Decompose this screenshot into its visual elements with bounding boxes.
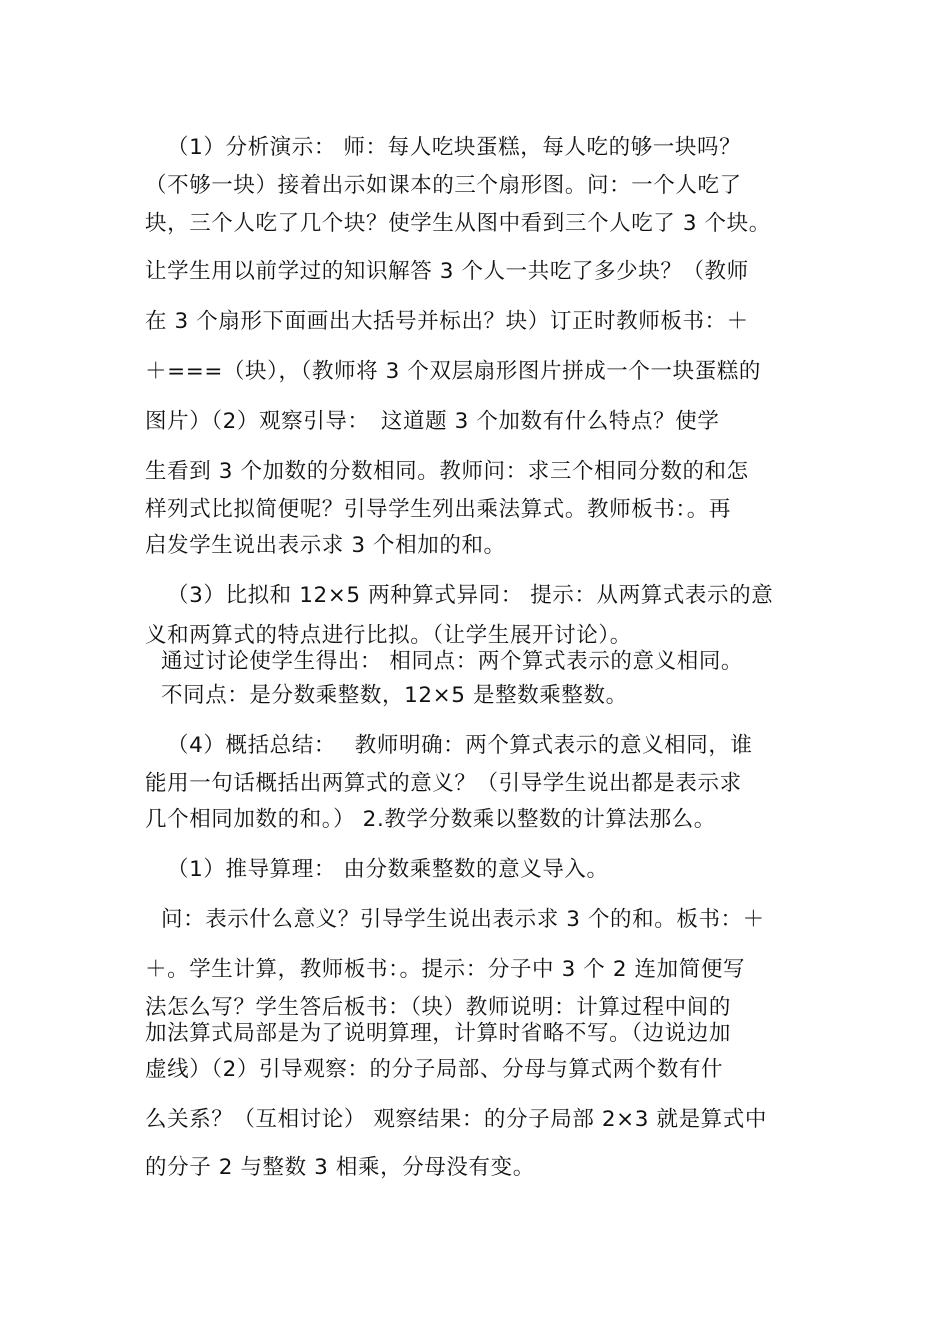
- text-line: 么关系？（互相讨论） 观察结果：的分子局部 2×3 就是算式中: [145, 1107, 767, 1132]
- text-line: 几个相同加数的和。） 2.教学分数乘以整数的计算法那么。: [145, 807, 716, 832]
- text-line: 图片）（2）观察引导： 这道题 3 个加数有什么特点？使学: [145, 409, 720, 434]
- text-line: 样列式比拟简便呢？引导学生列出乘法算式。教师板书：。再: [145, 497, 731, 522]
- text-line: ＋===（块），（教师将 3 个双层扇形图片拼成一个一块蛋糕的: [145, 359, 761, 384]
- text-line: 加法算式局部是为了说明算理，计算时省略不写。（边说边加: [145, 1021, 731, 1046]
- text-line: 能用一句话概括出两算式的意义？（引导学生说出都是表示求: [145, 771, 742, 796]
- text-line: （3）比拟和 12×5 两种算式异同： 提示：从两算式表示的意: [167, 583, 774, 608]
- text-line: 的分子 2 与整数 3 相乘，分母没有变。: [145, 1155, 535, 1180]
- text-line: 启发学生说出表示求 3 个相加的和。: [145, 533, 506, 558]
- text-line: 在 3 个扇形下面画出大括号并标出？块）订正时教师板书：＋: [145, 309, 749, 334]
- text-line: 义和两算式的特点进行比拟。（让学生展开讨论）。: [145, 623, 632, 648]
- text-line: 让学生用以前学过的知识解答 3 个人一共吃了多少块？（教师: [145, 259, 749, 284]
- text-line: 块，三个人吃了几个块？使学生从图中看到三个人吃了 3 个块。: [145, 211, 771, 236]
- text-line: 虚线）（2）引导观察：的分子局部、分母与算式两个数有什: [145, 1057, 724, 1082]
- text-line: （1）分析演示： 师：每人吃块蛋糕，每人吃的够一块吗？: [167, 135, 742, 160]
- text-line: （不够一块）接着出示如课本的三个扇形图。问：一个人吃了: [145, 173, 742, 198]
- text-line: （4）概括总结： 教师明确：两个算式表示的意义相同，谁: [167, 733, 753, 758]
- text-line: 问：表示什么意义？引导学生说出表示求 3 个的和。板书：＋: [161, 907, 765, 932]
- text-line: ＋。学生计算，教师板书：。提示：分子中 3 个 2 连加简便写: [145, 957, 746, 982]
- text-line: 通过讨论使学生得出： 相同点：两个算式表示的意义相同。: [161, 649, 744, 674]
- text-line: 法怎么写？学生答后板书：（块）教师说明：计算过程中间的: [145, 995, 731, 1020]
- text-line: （1）推导算理： 由分数乘整数的意义导入。: [167, 857, 609, 882]
- text-line: 生看到 3 个加数的分数相同。教师问：求三个相同分数的和怎: [145, 459, 749, 484]
- text-line: 不同点：是分数乘整数，12×5 是整数乘整数。: [161, 683, 628, 708]
